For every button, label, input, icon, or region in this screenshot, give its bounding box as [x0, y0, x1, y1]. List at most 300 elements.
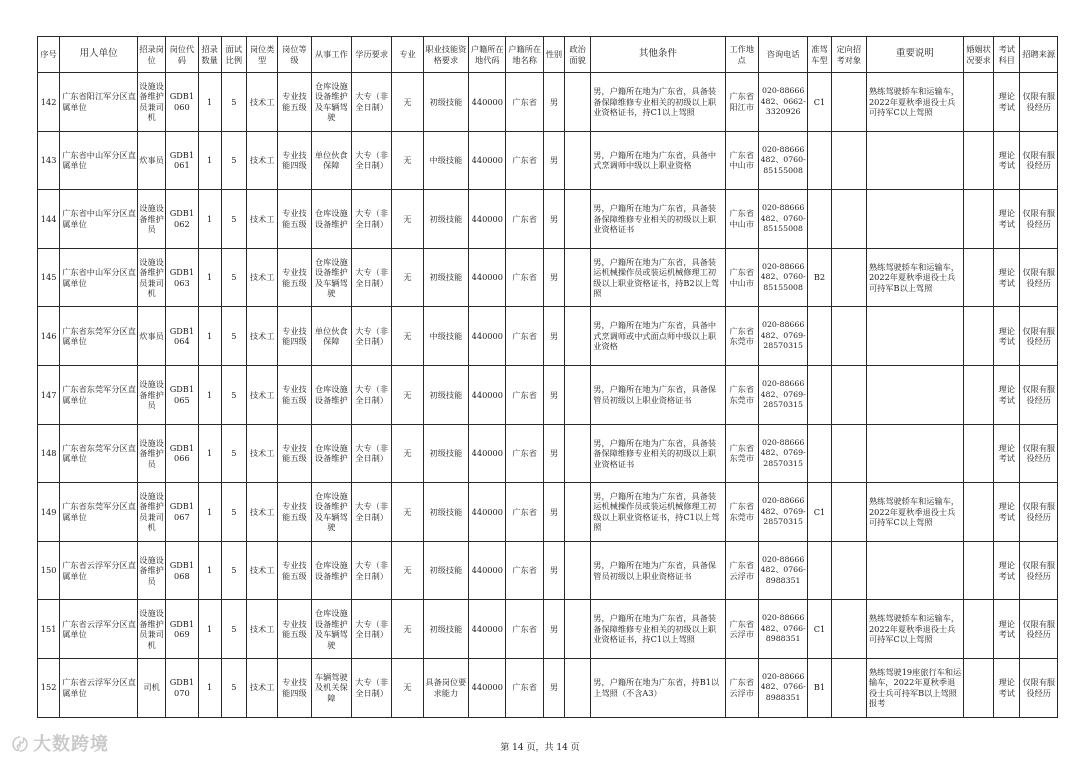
- table-cell: [963, 307, 993, 366]
- table-cell: 150: [38, 541, 60, 600]
- table-cell: 仅限有服役经历: [1020, 424, 1058, 483]
- table-cell: [565, 190, 591, 249]
- table-cell: 男，户籍所在地为广东省，持B1以上驾照（不含A3）: [591, 658, 725, 717]
- table-cell: 初级技能: [423, 73, 468, 132]
- table-cell: 设施设备维护员: [137, 541, 165, 600]
- table-cell: 男: [543, 483, 564, 542]
- table-cell: 初级技能: [423, 424, 468, 483]
- table-cell: 440000: [469, 541, 506, 600]
- table-row: [38, 190, 1058, 249]
- table-cell: 5: [221, 307, 246, 366]
- table-row: [38, 248, 1058, 307]
- table-cell: 熟练驾驶轿车和运输车，2022年夏秋季退役士兵可持军C以上驾照: [866, 483, 963, 542]
- column-header: 用人单位: [60, 37, 138, 73]
- column-header: 定向招考对象: [831, 37, 866, 73]
- table-cell: [831, 541, 866, 600]
- table-cell: 5: [221, 190, 246, 249]
- table-cell: 152: [38, 658, 60, 717]
- table-cell: 440000: [469, 190, 506, 249]
- table-cell: 5: [221, 424, 246, 483]
- table-cell: 143: [38, 131, 60, 190]
- table-cell: 无: [392, 365, 423, 424]
- table-cell: 020-88666482、0766-8988351: [758, 541, 807, 600]
- table-cell: 020-88666482、0769-28570315: [758, 365, 807, 424]
- table-cell: 020-88666482、0769-28570315: [758, 483, 807, 542]
- table-cell: 男: [543, 541, 564, 600]
- table-cell: [808, 365, 831, 424]
- table-cell: [963, 600, 993, 659]
- table-cell: 广东省中山市: [725, 190, 758, 249]
- table-cell: 广东省阳江市: [725, 73, 758, 132]
- column-header: 准驾车型: [808, 37, 831, 73]
- table-cell: [963, 483, 993, 542]
- table-cell: 广东省: [506, 541, 543, 600]
- table-cell: [866, 365, 963, 424]
- table-cell: 1: [198, 541, 221, 600]
- table-cell: 仅限有服役经历: [1020, 190, 1058, 249]
- column-header: 其他条件: [591, 37, 725, 73]
- table-cell: 广东省云浮市: [725, 541, 758, 600]
- table-cell: [831, 131, 866, 190]
- table-cell: 初级技能: [423, 365, 468, 424]
- table-cell: 无: [392, 190, 423, 249]
- table-cell: 理论考试: [994, 483, 1020, 542]
- table-cell: [808, 131, 831, 190]
- table-cell: 广东省云浮市: [725, 600, 758, 659]
- table-cell: [963, 541, 993, 600]
- table-cell: 设施设备维护员兼司机: [137, 73, 165, 132]
- table-cell: 广东省: [506, 131, 543, 190]
- table-cell: 440000: [469, 424, 506, 483]
- table-cell: [565, 600, 591, 659]
- table-cell: [565, 658, 591, 717]
- column-header: 从事工作: [311, 37, 351, 73]
- table-cell: 单位伙食保障: [311, 307, 351, 366]
- table-cell: [565, 248, 591, 307]
- table-cell: 男: [543, 600, 564, 659]
- table-cell: 无: [392, 248, 423, 307]
- table-cell: 初级技能: [423, 248, 468, 307]
- table-cell: 5: [221, 600, 246, 659]
- table-cell: GDB1066: [166, 424, 198, 483]
- table-cell: [831, 307, 866, 366]
- table-cell: 设施设备维护员: [137, 190, 165, 249]
- table-cell: 技术工: [246, 600, 277, 659]
- table-cell: 炊事员: [137, 307, 165, 366]
- column-header: 政治面貌: [565, 37, 591, 73]
- table-row: [38, 424, 1058, 483]
- table-cell: 仓库设施设备维护: [311, 424, 351, 483]
- table-cell: [808, 190, 831, 249]
- table-cell: 020-88666482、0766-8988351: [758, 658, 807, 717]
- table-cell: 大专（非全日制）: [351, 131, 391, 190]
- column-header: 户籍所在地名称: [506, 37, 543, 73]
- table-cell: 020-88666482、0766-8988351: [758, 600, 807, 659]
- table-cell: 广东省东莞军分区直属单位: [60, 365, 138, 424]
- table-cell: [565, 307, 591, 366]
- table-cell: [831, 658, 866, 717]
- table-cell: 无: [392, 658, 423, 717]
- table-cell: 大专（非全日制）: [351, 483, 391, 542]
- table-cell: [866, 307, 963, 366]
- table-row: [38, 658, 1058, 717]
- table-cell: 5: [221, 248, 246, 307]
- table-cell: 广东省东莞军分区直属单位: [60, 424, 138, 483]
- table-cell: 专业技能五级: [278, 483, 311, 542]
- column-header: 专业: [392, 37, 423, 73]
- table-cell: 技术工: [246, 248, 277, 307]
- table-cell: 145: [38, 248, 60, 307]
- watermark-text: 大数跨境: [33, 734, 110, 755]
- table-cell: GDB1067: [166, 483, 198, 542]
- table-cell: 仅限有服役经历: [1020, 541, 1058, 600]
- table-cell: 专业技能五级: [278, 600, 311, 659]
- table-cell: [565, 483, 591, 542]
- table-cell: GDB1068: [166, 541, 198, 600]
- table-cell: 1: [198, 600, 221, 659]
- table-cell: 广东省东莞市: [725, 424, 758, 483]
- table-cell: [963, 365, 993, 424]
- table-cell: 设施设备维护员兼司机: [137, 600, 165, 659]
- table-cell: 专业技能五级: [278, 190, 311, 249]
- column-header: 招录岗位: [137, 37, 165, 73]
- table-cell: [831, 483, 866, 542]
- table-cell: 广东省云浮军分区直属单位: [60, 600, 138, 659]
- table-cell: 专业技能四级: [278, 658, 311, 717]
- table-cell: 男，户籍所在地为广东省，具备保管员初级以上职业资格证书: [591, 365, 725, 424]
- table-cell: 1: [198, 658, 221, 717]
- table-cell: 专业技能四级: [278, 131, 311, 190]
- table-cell: B2: [808, 248, 831, 307]
- table-cell: [866, 541, 963, 600]
- column-header: 咨询电话: [758, 37, 807, 73]
- table-cell: 理论考试: [994, 190, 1020, 249]
- table-cell: 广东省: [506, 483, 543, 542]
- table-cell: GDB1063: [166, 248, 198, 307]
- table-cell: C1: [808, 73, 831, 132]
- table-cell: 炊事员: [137, 131, 165, 190]
- table-cell: GDB1061: [166, 131, 198, 190]
- table-cell: 男: [543, 73, 564, 132]
- table-cell: [808, 541, 831, 600]
- column-header: 岗位代码: [166, 37, 198, 73]
- table-cell: 男: [543, 307, 564, 366]
- table-body: [38, 73, 1058, 718]
- table-cell: 仓库设施设备维护: [311, 541, 351, 600]
- table-cell: 440000: [469, 307, 506, 366]
- table-cell: 技术工: [246, 658, 277, 717]
- table-cell: C1: [808, 600, 831, 659]
- table-cell: 广东省中山市: [725, 248, 758, 307]
- table-cell: 广东省: [506, 365, 543, 424]
- table-cell: 司机: [137, 658, 165, 717]
- table-cell: 广东省: [506, 424, 543, 483]
- table-cell: 理论考试: [994, 248, 1020, 307]
- column-header: 招聘来源: [1020, 37, 1058, 73]
- table-cell: 理论考试: [994, 541, 1020, 600]
- table-cell: [565, 365, 591, 424]
- table-cell: 熟练驾驶轿车和运输车，2022年夏秋季退役士兵可持军C以上驾照: [866, 73, 963, 132]
- table-cell: 149: [38, 483, 60, 542]
- table-cell: 440000: [469, 248, 506, 307]
- table-cell: 广东省: [506, 658, 543, 717]
- table-cell: 熟练驾驶19座旅行车和运输车，2022年夏秋季退役士兵可持军B以上驾照报考: [866, 658, 963, 717]
- table-cell: 专业技能五级: [278, 73, 311, 132]
- table-cell: 男，户籍所在地为广东省，具备装备保障维修专业相关的初级以上职业资格证书，持C1以上驾照: [591, 600, 725, 659]
- table-cell: 5: [221, 365, 246, 424]
- table-cell: 无: [392, 541, 423, 600]
- table-cell: [866, 424, 963, 483]
- table-cell: 广东省东莞市: [725, 365, 758, 424]
- table-cell: GDB1060: [166, 73, 198, 132]
- table-cell: 1: [198, 248, 221, 307]
- table-cell: 仓库设施设备维护: [311, 190, 351, 249]
- table-cell: 广东省: [506, 307, 543, 366]
- column-header: 面试比例: [221, 37, 246, 73]
- table-cell: 专业技能五级: [278, 541, 311, 600]
- table-cell: [565, 541, 591, 600]
- table-cell: 仅限有服役经历: [1020, 73, 1058, 132]
- table-cell: GDB1062: [166, 190, 198, 249]
- table-cell: 理论考试: [994, 424, 1020, 483]
- table-cell: B1: [808, 658, 831, 717]
- column-header: 婚姻状况要求: [963, 37, 993, 73]
- table-cell: 1: [198, 307, 221, 366]
- column-header: 工作地点: [725, 37, 758, 73]
- table-cell: 广东省东莞军分区直属单位: [60, 483, 138, 542]
- table-cell: [963, 248, 993, 307]
- table-cell: [808, 307, 831, 366]
- table-cell: 技术工: [246, 541, 277, 600]
- table-cell: 男: [543, 365, 564, 424]
- table-cell: 440000: [469, 365, 506, 424]
- table-cell: [866, 131, 963, 190]
- table-cell: 单位伙食保障: [311, 131, 351, 190]
- table-cell: 专业技能四级: [278, 307, 311, 366]
- table-cell: 无: [392, 483, 423, 542]
- table-cell: 仓库设施设备维护及车辆驾驶: [311, 248, 351, 307]
- column-header: 考试科目: [994, 37, 1020, 73]
- table-cell: 理论考试: [994, 131, 1020, 190]
- column-header: 职业技能资格要求: [423, 37, 468, 73]
- table-cell: 广东省东莞市: [725, 483, 758, 542]
- table-cell: [831, 73, 866, 132]
- table-cell: 熟练驾驶轿车和运输车，2022年夏秋季退役士兵可持军C以上驾照: [866, 600, 963, 659]
- table-cell: 无: [392, 307, 423, 366]
- table-cell: 男，户籍所在地为广东省，具备装备保障维修专业相关的初级以上职业资格证书，持C1以上驾照: [591, 73, 725, 132]
- table-cell: 男: [543, 658, 564, 717]
- table-cell: 专业技能五级: [278, 424, 311, 483]
- table-cell: 大专（非全日制）: [351, 541, 391, 600]
- column-header: 户籍所在地代码: [469, 37, 506, 73]
- table-cell: 144: [38, 190, 60, 249]
- table-row: [38, 365, 1058, 424]
- column-header: 岗位类型: [246, 37, 277, 73]
- table-cell: [831, 424, 866, 483]
- table-cell: 广东省中山军分区直属单位: [60, 248, 138, 307]
- table-cell: 男，户籍所在地为广东省，具备装运机械操作员或装运机械修理工初级以上职业资格证书，持C1以上驾照: [591, 483, 725, 542]
- table-cell: [565, 424, 591, 483]
- table-row: [38, 307, 1058, 366]
- table-cell: 男，户籍所在地为广东省，具备保管员初级以上职业资格证书: [591, 541, 725, 600]
- table-cell: 仅限有服役经历: [1020, 600, 1058, 659]
- table-cell: [963, 131, 993, 190]
- table-cell: [831, 365, 866, 424]
- table-cell: 男: [543, 248, 564, 307]
- table-cell: 专业技能五级: [278, 248, 311, 307]
- table-cell: 142: [38, 73, 60, 132]
- table-cell: 020-88666482、0760-85155008: [758, 248, 807, 307]
- column-header: 招录数量: [198, 37, 221, 73]
- table-cell: 仅限有服役经历: [1020, 658, 1058, 717]
- table-cell: 148: [38, 424, 60, 483]
- table-header-row: [38, 37, 1058, 73]
- table-cell: 设施设备维护员: [137, 365, 165, 424]
- table-cell: 仓库设施设备维护: [311, 365, 351, 424]
- table-cell: C1: [808, 483, 831, 542]
- table-cell: GDB1069: [166, 600, 198, 659]
- table-cell: 大专（非全日制）: [351, 307, 391, 366]
- table-cell: 1: [198, 73, 221, 132]
- table-cell: 仅限有服役经历: [1020, 483, 1058, 542]
- table-cell: 广东省: [506, 73, 543, 132]
- table-cell: 熟练驾驶轿车和运输车，2022年夏秋季退役士兵可持军B以上驾照: [866, 248, 963, 307]
- table-cell: [963, 424, 993, 483]
- table-cell: 男: [543, 424, 564, 483]
- table-cell: 中级技能: [423, 131, 468, 190]
- table-cell: 无: [392, 600, 423, 659]
- column-header: 学历要求: [351, 37, 391, 73]
- table-cell: 大专（非全日制）: [351, 658, 391, 717]
- table-cell: 仅限有服役经历: [1020, 307, 1058, 366]
- table-cell: 5: [221, 131, 246, 190]
- table-cell: 广东省云浮军分区直属单位: [60, 658, 138, 717]
- table-row: [38, 600, 1058, 659]
- table-cell: 广东省中山市: [725, 131, 758, 190]
- table-cell: 广东省中山军分区直属单位: [60, 190, 138, 249]
- table-cell: 技术工: [246, 307, 277, 366]
- table-cell: 男: [543, 190, 564, 249]
- table-cell: 147: [38, 365, 60, 424]
- table-cell: 1: [198, 424, 221, 483]
- column-header: 性别: [543, 37, 564, 73]
- table-row: [38, 483, 1058, 542]
- table-cell: 大专（非全日制）: [351, 365, 391, 424]
- table-cell: [565, 73, 591, 132]
- table-cell: 大专（非全日制）: [351, 424, 391, 483]
- table-cell: 440000: [469, 483, 506, 542]
- table-cell: 大专（非全日制）: [351, 73, 391, 132]
- table-cell: [565, 131, 591, 190]
- table-cell: 1: [198, 483, 221, 542]
- table-cell: 5: [221, 541, 246, 600]
- table-cell: 大专（非全日制）: [351, 600, 391, 659]
- table-cell: 440000: [469, 131, 506, 190]
- table-cell: 广东省: [506, 248, 543, 307]
- table-cell: 440000: [469, 600, 506, 659]
- table-cell: 技术工: [246, 190, 277, 249]
- table-cell: 5: [221, 483, 246, 542]
- table-cell: [831, 190, 866, 249]
- table-cell: 广东省阳江军分区直属单位: [60, 73, 138, 132]
- table-cell: 理论考试: [994, 600, 1020, 659]
- column-header: 序号: [38, 37, 60, 73]
- table-cell: 仓库设施设备维护及车辆驾驶: [311, 600, 351, 659]
- table-cell: 技术工: [246, 365, 277, 424]
- table-cell: 广东省中山军分区直属单位: [60, 131, 138, 190]
- table-cell: 男，户籍所在地为广东省，具备装备保障维修专业相关的初级以上职业资格证书: [591, 190, 725, 249]
- table-cell: 广东省东莞市: [725, 307, 758, 366]
- page-footer: 第 14 页，共 14 页: [500, 743, 580, 753]
- table-cell: 理论考试: [994, 365, 1020, 424]
- table-cell: 仅限有服役经历: [1020, 248, 1058, 307]
- table-cell: 仅限有服役经历: [1020, 131, 1058, 190]
- table-cell: 具备岗位要求能力: [423, 658, 468, 717]
- table-cell: 男，户籍所在地为广东省，具备中式烹调师或中式面点师中级以上职业资格: [591, 307, 725, 366]
- recruitment-table: [37, 36, 1058, 718]
- table-cell: 仅限有服役经历: [1020, 365, 1058, 424]
- table-cell: 无: [392, 131, 423, 190]
- table-cell: 1: [198, 190, 221, 249]
- table-cell: 5: [221, 73, 246, 132]
- table-cell: 020-88666482、0769-28570315: [758, 424, 807, 483]
- table-row: [38, 541, 1058, 600]
- recruitment-table-sheet: [37, 36, 1058, 718]
- table-cell: [831, 248, 866, 307]
- table-cell: [963, 190, 993, 249]
- table-cell: 设施设备维护员兼司机: [137, 248, 165, 307]
- table-cell: 专业技能五级: [278, 365, 311, 424]
- column-header: 岗位等级: [278, 37, 311, 73]
- table-cell: 技术工: [246, 131, 277, 190]
- table-cell: 146: [38, 307, 60, 366]
- table-cell: 初级技能: [423, 541, 468, 600]
- table-cell: 无: [392, 73, 423, 132]
- table-cell: 440000: [469, 658, 506, 717]
- table-cell: 车辆驾驶及机关保障: [311, 658, 351, 717]
- table-cell: [963, 73, 993, 132]
- table-row: [38, 73, 1058, 132]
- table-cell: 大专（非全日制）: [351, 190, 391, 249]
- column-header: 重要说明: [866, 37, 963, 73]
- table-cell: 151: [38, 600, 60, 659]
- table-cell: 理论考试: [994, 73, 1020, 132]
- table-cell: 仓库设施设备维护及车辆驾驶: [311, 483, 351, 542]
- table-cell: GDB1065: [166, 365, 198, 424]
- table-cell: 设施设备维护员兼司机: [137, 483, 165, 542]
- table-cell: 1: [198, 365, 221, 424]
- table-cell: GDB1070: [166, 658, 198, 717]
- table-row: [38, 131, 1058, 190]
- table-cell: [866, 190, 963, 249]
- watermark-logo-icon: 〄: [12, 735, 30, 754]
- table-cell: 男: [543, 131, 564, 190]
- table-cell: 广东省东莞军分区直属单位: [60, 307, 138, 366]
- table-cell: 仓库设施设备维护及车辆驾驶: [311, 73, 351, 132]
- table-cell: 广东省: [506, 600, 543, 659]
- table-cell: 技术工: [246, 424, 277, 483]
- table-cell: 理论考试: [994, 307, 1020, 366]
- table-cell: 初级技能: [423, 190, 468, 249]
- table-cell: 初级技能: [423, 600, 468, 659]
- table-cell: 5: [221, 658, 246, 717]
- table-cell: [831, 600, 866, 659]
- table-cell: 初级技能: [423, 483, 468, 542]
- table-cell: 1: [198, 131, 221, 190]
- table-cell: 技术工: [246, 73, 277, 132]
- table-cell: 男，户籍所在地为广东省，具备装备保障维修专业相关的初级以上职业资格证书: [591, 424, 725, 483]
- table-cell: 理论考试: [994, 658, 1020, 717]
